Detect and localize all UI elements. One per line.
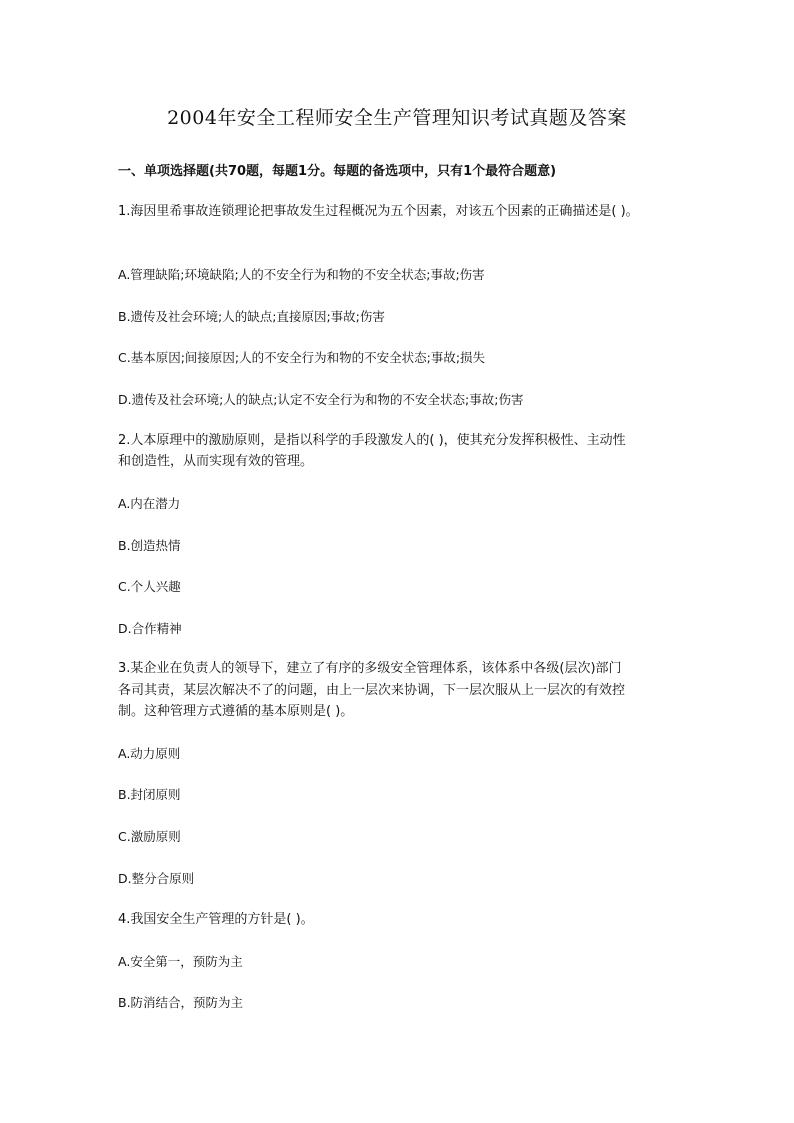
question-2-option-c: C.个人兴趣: [118, 579, 181, 594]
question-3-option-a: A.动力原则: [118, 746, 181, 761]
question-2-stem-line-1: 2.人本原理中的激励原则，是指以科学的手段激发人的( )，使其充分发挥积极性、主动性: [118, 433, 626, 448]
question-2-option-a: A.内在潜力: [118, 496, 181, 511]
question-1-option-a: A.管理缺陷;环境缺陷;人的不安全行为和物的不安全状态;事故;伤害: [118, 267, 485, 282]
question-1-option-c: C.基本原因;间接原因;人的不安全行为和物的不安全状态;事故;损失: [118, 350, 486, 365]
question-2-option-d: D.合作精神: [118, 621, 182, 636]
question-3-option-b: B.封闭原则: [118, 787, 181, 802]
question-4-option-a: A.安全第一，预防为主: [118, 954, 243, 969]
question-3-stem-line-1: 3.某企业在负责人的领导下，建立了有序的多级安全管理体系，该体系中各级(层次)部门: [118, 661, 622, 676]
question-3-stem-line-3: 制。这种管理方式遵循的基本原则是( )。: [118, 704, 354, 719]
question-1-stem: 1.海因里希事故连锁理论把事故发生过程概况为五个因素，对该五个因素的正确描述是( )。: [118, 204, 639, 219]
question-2-option-b: B.创造热情: [118, 538, 181, 553]
question-4-option-b: B.防消结合，预防为主: [118, 995, 244, 1010]
question-1-option-b: B.遗传及社会环境;人的缺点;直接原因;事故;伤害: [118, 309, 385, 324]
question-3-stem-line-2: 各司其责，某层次解决不了的问题，由上一层次来协调，下一层次服从上一层次的有效控: [118, 683, 626, 698]
question-1-option-d: D.遗传及社会环境;人的缺点;认定不安全行为和物的不安全状态;事故;伤害: [118, 392, 524, 407]
question-3-option-d: D.整分合原则: [118, 871, 195, 886]
section-heading: 一、单项选择题(共70题，每题1分。每题的备选项中，只有1个最符合题意): [118, 164, 557, 179]
question-2-stem-line-2: 和创造性，从而实现有效的管理。: [118, 454, 314, 469]
question-4-stem: 4.我国安全生产管理的方针是( )。: [118, 912, 314, 927]
question-3-option-c: C.激励原则: [118, 829, 181, 844]
document-title: 2004年安全工程师安全生产管理知识考试真题及答案: [167, 107, 627, 129]
